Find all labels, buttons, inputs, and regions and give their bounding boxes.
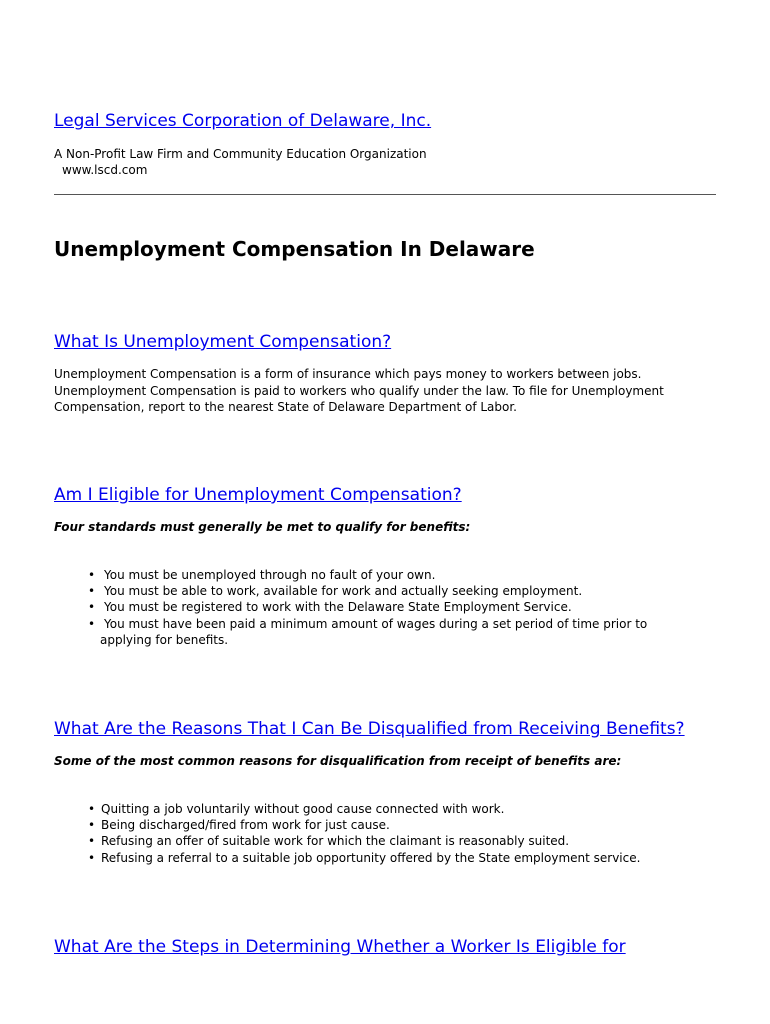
section-lead-eligible: Four standards must generally be met to qualify for benefits:: [54, 520, 471, 534]
bullet-icon: •: [88, 568, 96, 582]
bullet-icon: •: [88, 584, 96, 599]
list-item: • You must be able to work, available for work and actually seeking employment.: [88, 584, 583, 599]
bullet-icon: •: [88, 818, 96, 833]
body-line: Unemployment Compensation is a form of insurance which pays money to workers between jobs.: [54, 367, 642, 381]
eligibility-list: [54, 567, 694, 648]
list-item: • You must have been paid a minimum amount of wages during a set period of time prior to applying for benefits.: [54, 616, 694, 648]
list-item: • Being discharged/fired from work for just cause.: [88, 818, 390, 833]
org-website: www.lscd.com: [62, 163, 148, 177]
bullet-icon: •: [88, 834, 96, 849]
bullet-icon: •: [88, 802, 96, 816]
section-lead-disqualified: Some of the most common reasons for disqualification from receipt of benefits are:: [54, 754, 622, 768]
header-divider: [54, 194, 716, 195]
list-item: • Quitting a job voluntarily without good cause connected with work.: [88, 802, 505, 816]
bullet-icon: •: [88, 600, 96, 615]
list-item: • Refusing a referral to a suitable job opportunity offered by the State employment service.: [88, 850, 641, 865]
org-tagline: A Non-Profit Law Firm and Community Education Organization: [54, 147, 427, 161]
disqualification-list: [54, 801, 694, 866]
bullet-icon: •: [88, 616, 96, 631]
body-line: Compensation, report to the nearest State of Delaware Department of Labor.: [54, 400, 517, 414]
org-name-link[interactable]: Legal Services Corporation of Delaware, Inc.: [54, 111, 432, 131]
list-item: • You must be registered to work with the Delaware State Employment Service.: [88, 600, 572, 615]
body-line: Unemployment Compensation is paid to workers who qualify under the law. To file for Unemployment: [54, 383, 664, 398]
section-heading-eligible[interactable]: Am I Eligible for Unemployment Compensation?: [54, 485, 462, 505]
list-item: • You must be unemployed through no fault of your own.: [88, 568, 436, 582]
list-item: • Refusing an offer of suitable work for which the claimant is reasonably suited.: [88, 834, 570, 849]
page-title: Unemployment Compensation In Delaware: [54, 237, 535, 261]
section-heading-steps[interactable]: What Are the Steps in Determining Whether a Worker Is Eligible for: [54, 937, 626, 957]
list-item-continuation: applying for benefits.: [100, 632, 229, 647]
section-heading-disqualified[interactable]: What Are the Reasons That I Can Be Disqualified from Receiving Benefits?: [54, 719, 685, 739]
section-heading-what-is[interactable]: What Is Unemployment Compensation?: [54, 332, 392, 352]
section-body-what-is: [54, 366, 716, 416]
bullet-icon: •: [88, 850, 96, 865]
